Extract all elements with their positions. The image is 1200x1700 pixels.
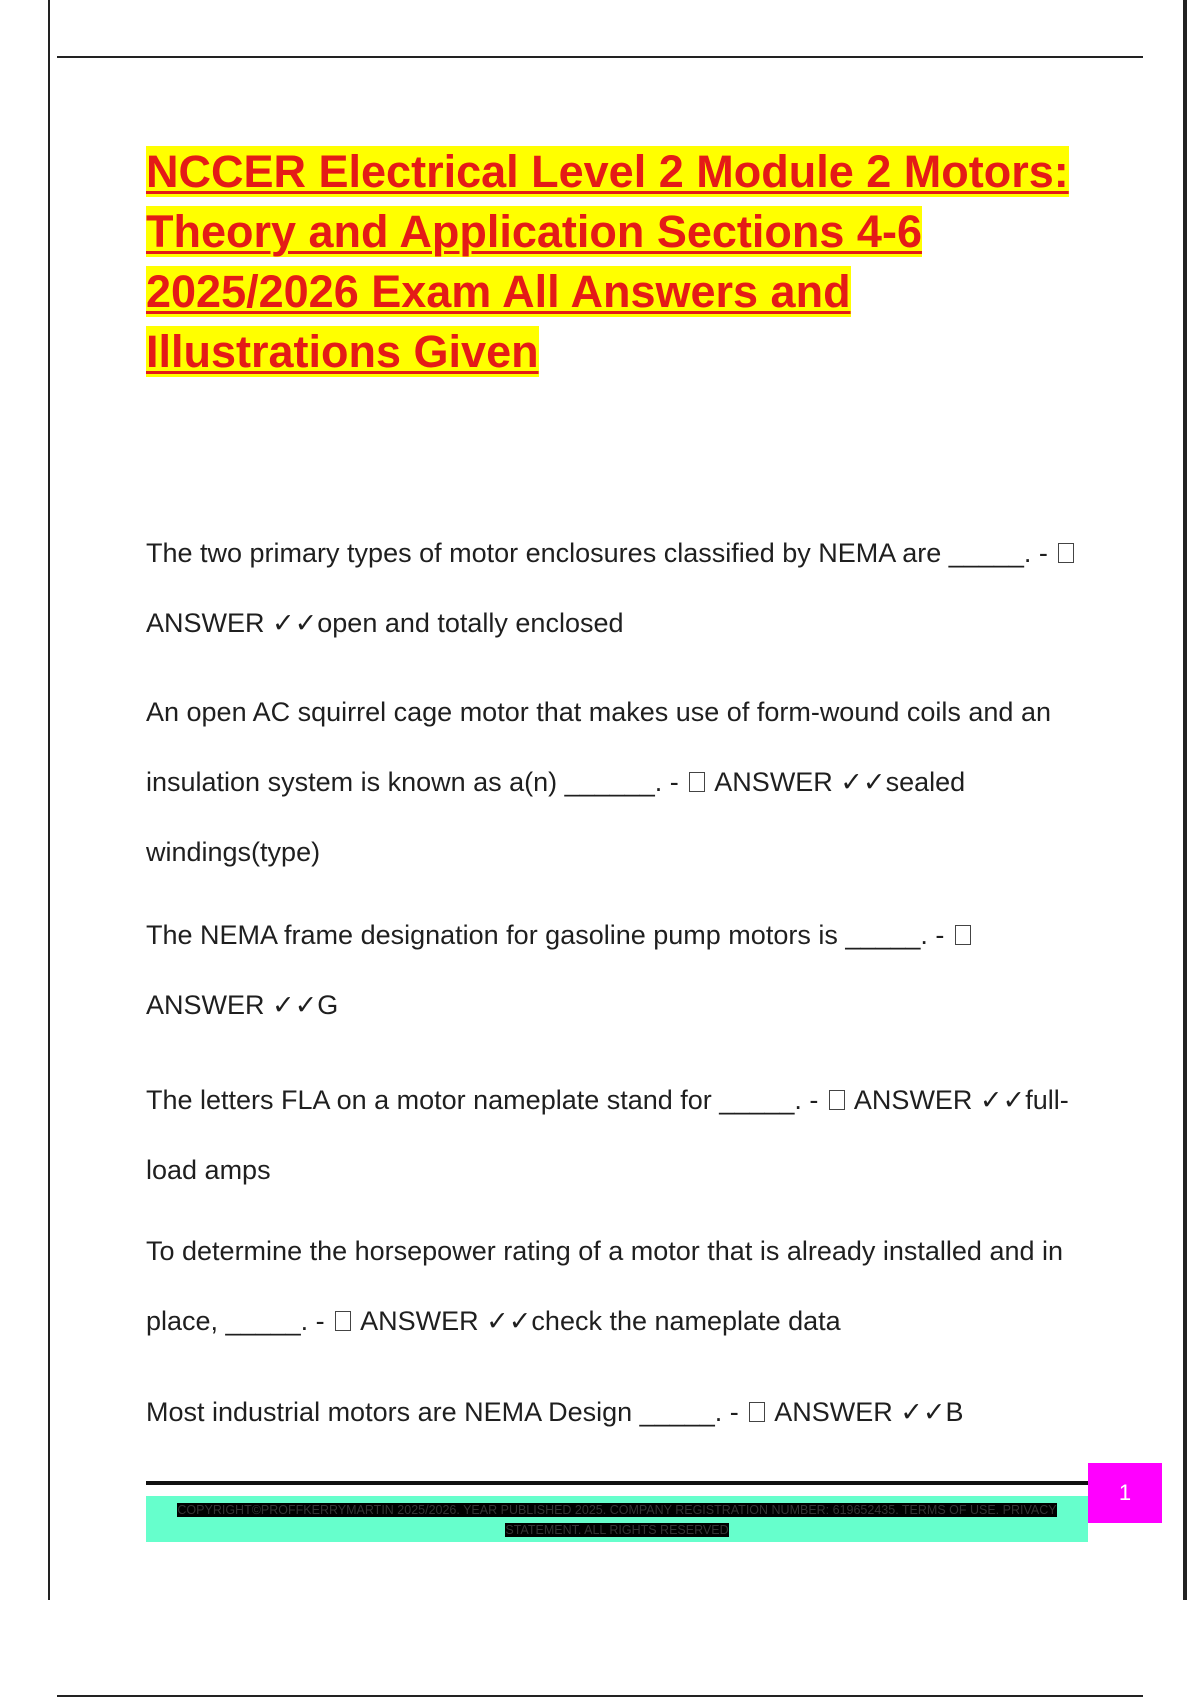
answer-prefix: ANSWER ✓✓: [774, 1397, 946, 1427]
top-rule: [57, 56, 1143, 58]
checkbox-glyph-icon: [829, 1090, 845, 1110]
question-item: [146, 1216, 1086, 1356]
question-text: The two primary types of motor enclosures classified by NEMA are _____. -: [146, 538, 1048, 568]
page-border-right: [1183, 0, 1187, 1600]
answer-text: sealed windings(type): [146, 767, 966, 867]
answer-text: open and totally enclosed: [317, 608, 624, 638]
answer-text: full-load amps: [146, 1085, 1069, 1185]
answer-prefix: ANSWER ✓✓: [360, 1306, 532, 1336]
footer-rule: [146, 1481, 1088, 1485]
answer-prefix: ANSWER ✓✓: [714, 767, 886, 797]
document-title: [146, 142, 1106, 382]
question-text: The NEMA frame designation for gasoline pump motors is _____. -: [146, 920, 945, 950]
bottom-rule: [57, 1695, 1143, 1697]
answer-prefix: ANSWER ✓✓: [146, 608, 318, 638]
copyright-footer: [146, 1496, 1088, 1542]
checkbox-glyph-icon: [1058, 543, 1074, 563]
checkbox-glyph-icon: [955, 925, 971, 945]
question-text: Most industrial motors are NEMA Design _____. -: [146, 1397, 739, 1427]
answer-text: B: [945, 1397, 964, 1427]
question-item: [146, 1065, 1086, 1205]
checkbox-glyph-icon: [335, 1311, 351, 1331]
question-text: The letters FLA on a motor nameplate stand for _____. -: [146, 1085, 819, 1115]
question-text: To determine the horsepower rating of a motor that is already installed and in place, _____. -: [146, 1236, 1064, 1336]
question-item: [146, 1377, 1086, 1447]
copyright-text: COPYRIGHT©PROFFKERRYMARTIN 2025/2026. YEAR PUBLISHED 2025. COMPANY REGISTRATION NUMBER: 619652435. TERMS OF USE. PRIVACY STATEMENT. ALL RIGHTS RESERVED: [177, 1503, 1057, 1537]
document-title-text: NCCER Electrical Level 2 Module 2 Motors: Theory and Application Sections 4-6 2025/2026 Exam All Answers and Illustrations Given: [146, 146, 1069, 377]
page-number-badge: 1: [1088, 1463, 1162, 1523]
question-item: [146, 518, 1086, 658]
question-item: [146, 677, 1086, 887]
answer-prefix: ANSWER ✓✓: [146, 990, 318, 1020]
page-border-left: [48, 0, 50, 1600]
answer-prefix: ANSWER ✓✓: [853, 1085, 1026, 1115]
checkbox-glyph-icon: [689, 772, 705, 792]
checkbox-glyph-icon: [749, 1402, 765, 1422]
question-text: An open AC squirrel cage motor that makes use of form-wound coils and an insulation system is known as a(n) ______. -: [146, 697, 1051, 797]
question-item: [146, 900, 1086, 1040]
answer-text: check the nameplate data: [531, 1306, 841, 1336]
answer-text: G: [317, 990, 339, 1020]
